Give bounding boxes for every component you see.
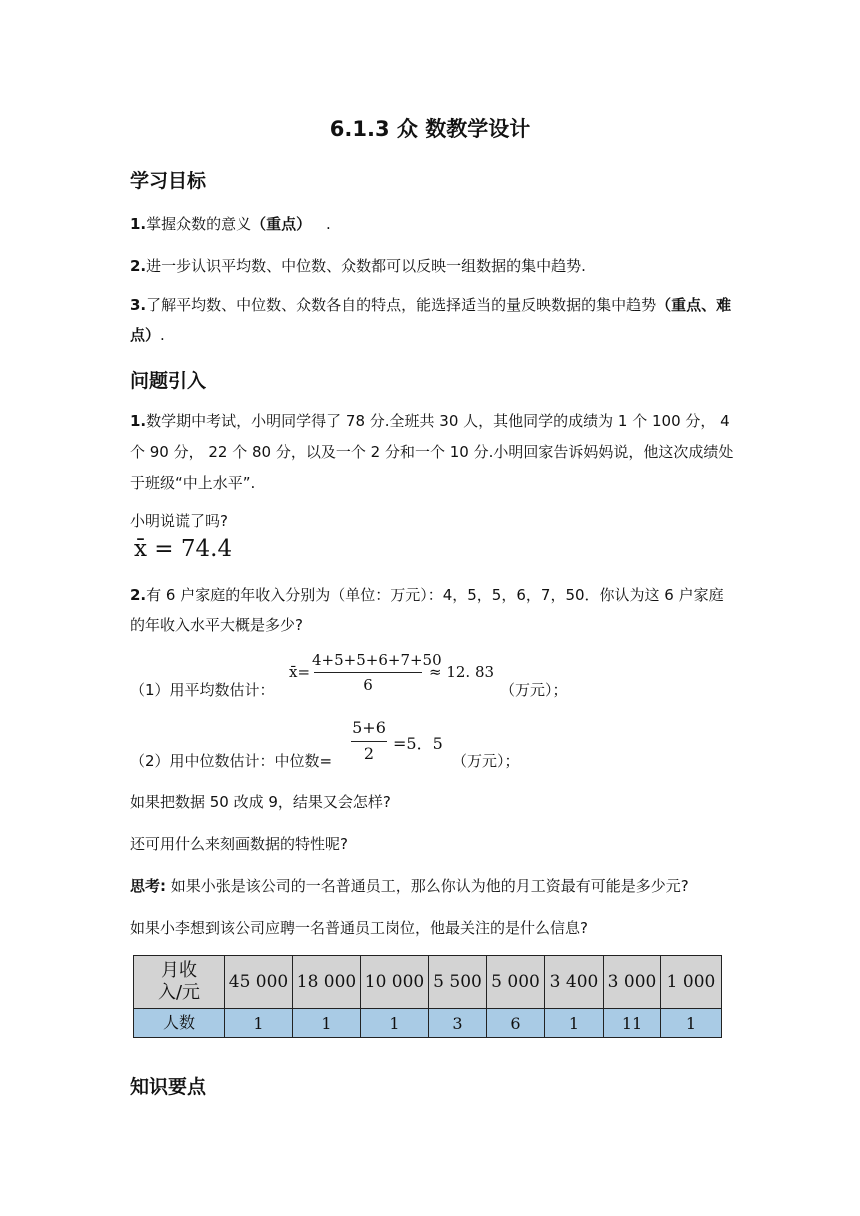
objective-3-tail: . <box>160 326 165 344</box>
estimate-mean-fraction-bar <box>314 672 422 673</box>
page-title: 6.1.3 众 数教学设计 <box>329 117 531 141</box>
question-1-ask: 小明说谎了吗? <box>130 512 228 530</box>
count-cell: 1 <box>545 1009 604 1038</box>
estimate-mean-label: （1）用平均数估计： <box>130 681 275 699</box>
estimate-median-label: （2）用中位数估计：中位数= <box>130 752 333 770</box>
question-2-num: 2. <box>130 586 147 604</box>
objective-1-text: 掌握众数的意义 <box>146 215 252 233</box>
estimate-mean-unit: （万元）； <box>500 681 568 699</box>
follow-up-3: 如果小李想到该公司应聘一名普通员工岗位，他最关注的是什么信息? <box>130 919 588 937</box>
objectives-heading: 学习目标 <box>130 170 207 192</box>
objective-1-tag: （重点） <box>251 215 312 233</box>
count-cell: 1 <box>361 1009 429 1038</box>
estimate-mean-denominator: 6 <box>363 676 373 694</box>
income-cell: 5 000 <box>487 956 545 1009</box>
estimate-mean-numerator: 4+5+5+6+7+50 <box>312 651 442 669</box>
knowledge-heading: 知识要点 <box>130 1076 207 1098</box>
question-2-text: 有 6 户家庭的年收入分别为（单位：万元）：4，5，5，6，7，50．你认为这 6 户家庭的年收入水平大概是多少? <box>130 586 724 634</box>
income-cell: 18 000 <box>293 956 361 1009</box>
income-header-line-2: 入/元 <box>157 982 201 1003</box>
mean-formula: x̄ = 74.4 <box>134 536 233 562</box>
income-cell: 5 500 <box>429 956 487 1009</box>
income-cell: 3 000 <box>604 956 661 1009</box>
estimate-median-fraction-bar <box>351 741 387 742</box>
income-table <box>133 955 722 1038</box>
question-1-num: 1. <box>130 412 147 430</box>
income-row <box>134 956 722 1009</box>
follow-up-2: 还可用什么来刻画数据的特性呢? <box>130 835 348 853</box>
count-cell: 3 <box>429 1009 487 1038</box>
objective-3-num: 3. <box>130 296 147 314</box>
objective-3-text: 了解平均数、中位数、众数各自的特点，能选择适当的量反映数据的集中趋势 <box>146 296 657 314</box>
intro-heading: 问题引入 <box>130 370 207 392</box>
income-cell: 1 000 <box>661 956 722 1009</box>
objective-1-tail: . <box>321 215 331 233</box>
count-cell: 1 <box>225 1009 293 1038</box>
objective-2-num: 2. <box>130 257 147 275</box>
objective-3-tag: （重点、难点） <box>130 296 732 344</box>
objective-3 <box>130 290 735 350</box>
estimate-median-result: =5．5 <box>393 734 443 753</box>
think-prompt <box>130 875 689 896</box>
estimate-mean-result: ≈ 12. 83 <box>429 663 495 681</box>
count-cell: 1 <box>293 1009 361 1038</box>
count-row <box>134 1009 722 1038</box>
income-cell: 45 000 <box>225 956 293 1009</box>
estimate-mean-lhs: x̄= <box>289 663 311 681</box>
income-cell: 3 400 <box>545 956 604 1009</box>
question-1-text: 数学期中考试，小明同学得了 78 分.全班共 30 人，其他同学的成绩为 1 个 100 分， 4 个 90 分， 22 个 80 分，以及一个 2 分和一个 10 分.小明回家告诉妈妈说，他这次成绩处于班级“中上水平”. <box>130 412 734 492</box>
objective-1-num: 1. <box>130 215 147 233</box>
think-label: 思考: <box>130 877 166 895</box>
objective-1 <box>130 213 331 234</box>
estimate-median-numerator: 5+6 <box>352 718 386 737</box>
count-cell: 11 <box>604 1009 661 1038</box>
count-header-cell: 人数 <box>134 1009 225 1038</box>
question-1 <box>130 406 735 499</box>
objective-2 <box>130 255 586 276</box>
question-2 <box>130 580 735 640</box>
income-header-line-1: 月收 <box>161 960 197 981</box>
count-cell: 6 <box>487 1009 545 1038</box>
income-header-cell <box>134 956 225 1009</box>
objective-2-text: 进一步认识平均数、中位数、众数都可以反映一组数据的集中趋势. <box>146 257 586 275</box>
estimate-median-unit: （万元）； <box>452 752 520 770</box>
think-text: 如果小张是该公司的一名普通员工，那么你认为他的月工资最有可能是多少元? <box>166 877 689 895</box>
estimate-median-denominator: 2 <box>363 744 375 763</box>
follow-up-1: 如果把数据 50 改成 9，结果又会怎样? <box>130 793 391 811</box>
income-cell: 10 000 <box>361 956 429 1009</box>
count-cell: 1 <box>661 1009 722 1038</box>
